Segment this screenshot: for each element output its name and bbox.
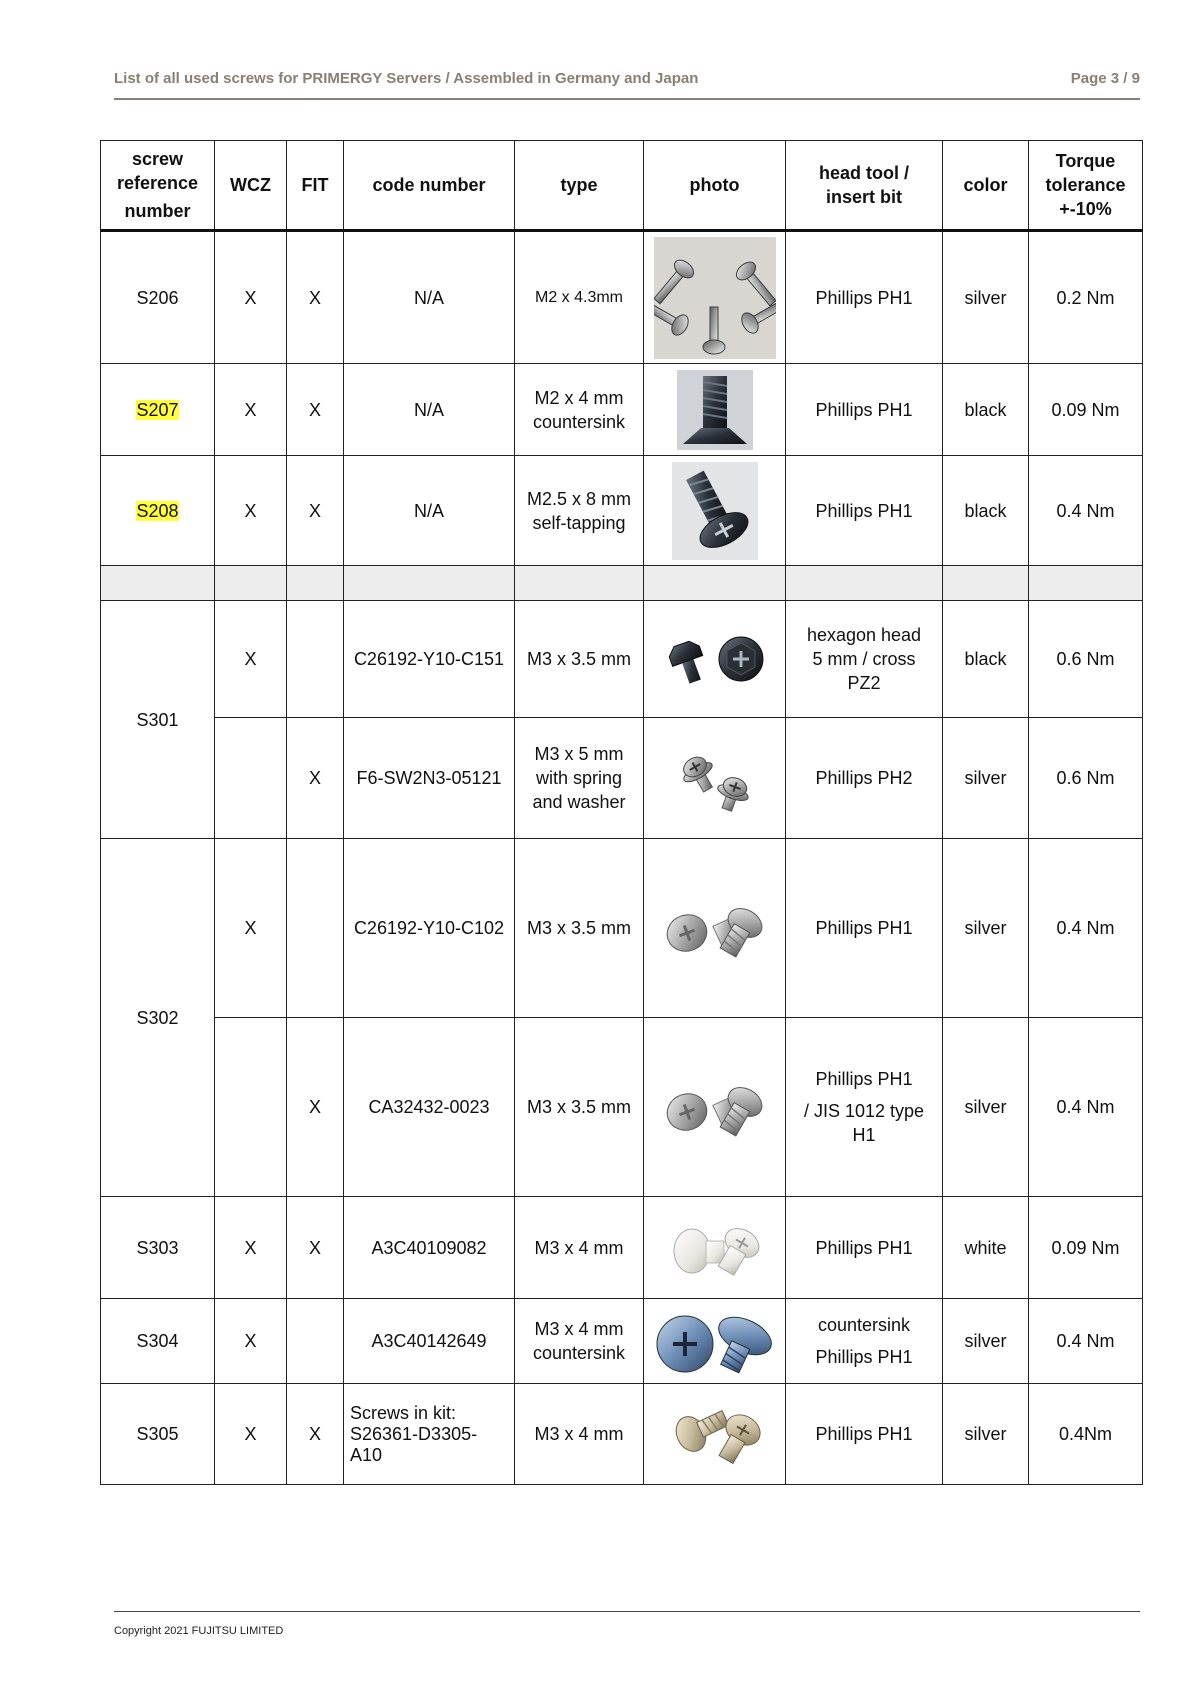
- screw-color: white: [943, 1197, 1029, 1299]
- head-tool: Phillips PH1 / JIS 1012 type H1: [786, 1018, 943, 1197]
- loose-screws-photo: [654, 237, 776, 359]
- photo-cell: [644, 364, 786, 456]
- wcz-mark: [215, 1018, 287, 1197]
- table-row: [101, 839, 1143, 1018]
- head-tool: Phillips PH1: [786, 456, 943, 566]
- nylon-screw-photo: [662, 1217, 768, 1279]
- screw-color: silver: [943, 1384, 1029, 1485]
- table-row: [101, 456, 1143, 566]
- self-tapping-screw-photo: [672, 462, 758, 560]
- fit-mark: [287, 839, 344, 1018]
- photo-cell: [644, 1299, 786, 1384]
- table-row: [101, 1197, 1143, 1299]
- torque-value: 0.2 Nm: [1029, 231, 1143, 364]
- screw-color: black: [943, 601, 1029, 718]
- pan-head-screw-photo: [657, 1074, 773, 1140]
- screw-type: M3 x 4 mm countersink: [515, 1299, 644, 1384]
- hex-head-screw-photo: [657, 629, 773, 689]
- wcz-mark: X: [215, 364, 287, 456]
- photo-cell: [644, 1018, 786, 1197]
- wcz-mark: X: [215, 601, 287, 718]
- code-number: A3C40109082: [344, 1197, 515, 1299]
- screw-type: M3 x 4 mm: [515, 1197, 644, 1299]
- page-header: [114, 70, 1140, 100]
- fit-mark: [287, 1299, 344, 1384]
- header-type: type: [515, 141, 644, 231]
- screw-color: silver: [943, 231, 1029, 364]
- code-number: C26192-Y10-C151: [344, 601, 515, 718]
- screw-reference: S303: [101, 1197, 215, 1299]
- header-code-number: code number: [344, 141, 515, 231]
- washer-screw-photo: [665, 743, 765, 813]
- countersink-screw-photo: [677, 370, 753, 450]
- screw-type: M2 x 4.3mm: [515, 231, 644, 364]
- torque-value: 0.6 Nm: [1029, 718, 1143, 839]
- screw-type: M2 x 4 mm countersink: [515, 364, 644, 456]
- code-number: Screws in kit: S26361-D3305- A10: [344, 1384, 515, 1485]
- header-screw-reference: screw reference number: [101, 141, 215, 231]
- fit-mark: [287, 601, 344, 718]
- highlighted-reference: S208: [136, 500, 179, 521]
- pan-head-screw-photo: [657, 895, 773, 961]
- table-row: [101, 718, 1143, 839]
- photo-cell: [644, 456, 786, 566]
- wcz-mark: X: [215, 1197, 287, 1299]
- screw-color: silver: [943, 718, 1029, 839]
- wcz-mark: X: [215, 839, 287, 1018]
- code-number: N/A: [344, 364, 515, 456]
- screw-color: black: [943, 456, 1029, 566]
- code-number: CA32432-0023: [344, 1018, 515, 1197]
- head-tool: countersink Phillips PH1: [786, 1299, 943, 1384]
- photo-cell: [644, 1384, 786, 1485]
- document-title: List of all used screws for PRIMERGY Servers / Assembled in Germany and Japan: [114, 70, 699, 87]
- torque-value: 0.4 Nm: [1029, 1018, 1143, 1197]
- fit-mark: X: [287, 718, 344, 839]
- screw-type: M3 x 3.5 mm: [515, 601, 644, 718]
- header-photo: photo: [644, 141, 786, 231]
- footer-divider: [114, 1611, 1140, 1612]
- torque-value: 0.4 Nm: [1029, 1299, 1143, 1384]
- screw-color: silver: [943, 1299, 1029, 1384]
- screw-type: M3 x 4 mm: [515, 1384, 644, 1485]
- screw-reference: [101, 364, 215, 456]
- fit-mark: X: [287, 456, 344, 566]
- photo-cell: [644, 839, 786, 1018]
- wcz-mark: X: [215, 1299, 287, 1384]
- screw-color: black: [943, 364, 1029, 456]
- brass-screw-photo: [657, 1398, 773, 1470]
- fit-mark: X: [287, 1384, 344, 1485]
- screw-reference: S301: [101, 601, 215, 839]
- blue-countersink-screw-photo: [651, 1306, 779, 1376]
- code-number: A3C40142649: [344, 1299, 515, 1384]
- wcz-mark: X: [215, 231, 287, 364]
- screw-reference: S304: [101, 1299, 215, 1384]
- torque-value: 0.4 Nm: [1029, 456, 1143, 566]
- wcz-mark: X: [215, 1384, 287, 1485]
- photo-cell: [644, 718, 786, 839]
- page-number: Page 3 / 9: [1070, 70, 1140, 87]
- screw-type: M2.5 x 8 mm self-tapping: [515, 456, 644, 566]
- torque-value: 0.09 Nm: [1029, 364, 1143, 456]
- screw-reference: S302: [101, 839, 215, 1197]
- highlighted-reference: S207: [136, 399, 179, 420]
- screw-reference: [101, 456, 215, 566]
- head-tool: Phillips PH1: [786, 231, 943, 364]
- code-number: F6-SW2N3-05121: [344, 718, 515, 839]
- head-tool: Phillips PH1: [786, 1197, 943, 1299]
- table-row: [101, 364, 1143, 456]
- code-number: N/A: [344, 231, 515, 364]
- photo-cell: [644, 231, 786, 364]
- screw-color: silver: [943, 1018, 1029, 1197]
- fit-mark: X: [287, 1018, 344, 1197]
- head-tool: hexagon head 5 mm / cross PZ2: [786, 601, 943, 718]
- screw-type: M3 x 5 mm with spring and washer: [515, 718, 644, 839]
- table-row: [101, 1018, 1143, 1197]
- screw-color: silver: [943, 839, 1029, 1018]
- table-row: [101, 231, 1143, 364]
- header-head-tool: head tool / insert bit: [786, 141, 943, 231]
- head-tool: Phillips PH1: [786, 364, 943, 456]
- head-tool: Phillips PH2: [786, 718, 943, 839]
- header-torque: Torque tolerance +-10%: [1029, 141, 1143, 231]
- screw-reference: S206: [101, 231, 215, 364]
- fit-mark: X: [287, 231, 344, 364]
- screw-type: M3 x 3.5 mm: [515, 839, 644, 1018]
- head-tool: Phillips PH1: [786, 839, 943, 1018]
- separator-row: [101, 566, 1143, 601]
- fit-mark: X: [287, 1197, 344, 1299]
- photo-cell: [644, 601, 786, 718]
- torque-value: 0.4Nm: [1029, 1384, 1143, 1485]
- header-color: color: [943, 141, 1029, 231]
- torque-value: 0.09 Nm: [1029, 1197, 1143, 1299]
- header-wcz: WCZ: [215, 141, 287, 231]
- torque-value: 0.6 Nm: [1029, 601, 1143, 718]
- header-fit: FIT: [287, 141, 344, 231]
- copyright: Copyright 2021 FUJITSU LIMITED: [114, 1625, 284, 1637]
- fit-mark: X: [287, 364, 344, 456]
- head-tool: Phillips PH1: [786, 1384, 943, 1485]
- torque-value: 0.4 Nm: [1029, 839, 1143, 1018]
- screw-reference: S305: [101, 1384, 215, 1485]
- screw-table: [100, 140, 1143, 1485]
- wcz-mark: [215, 718, 287, 839]
- photo-cell: [644, 1197, 786, 1299]
- table-header-row: [101, 141, 1143, 231]
- code-number: N/A: [344, 456, 515, 566]
- wcz-mark: X: [215, 456, 287, 566]
- table-row: [101, 1384, 1143, 1485]
- table-row: [101, 601, 1143, 718]
- table-row: [101, 1299, 1143, 1384]
- screw-type: M3 x 3.5 mm: [515, 1018, 644, 1197]
- code-number: C26192-Y10-C102: [344, 839, 515, 1018]
